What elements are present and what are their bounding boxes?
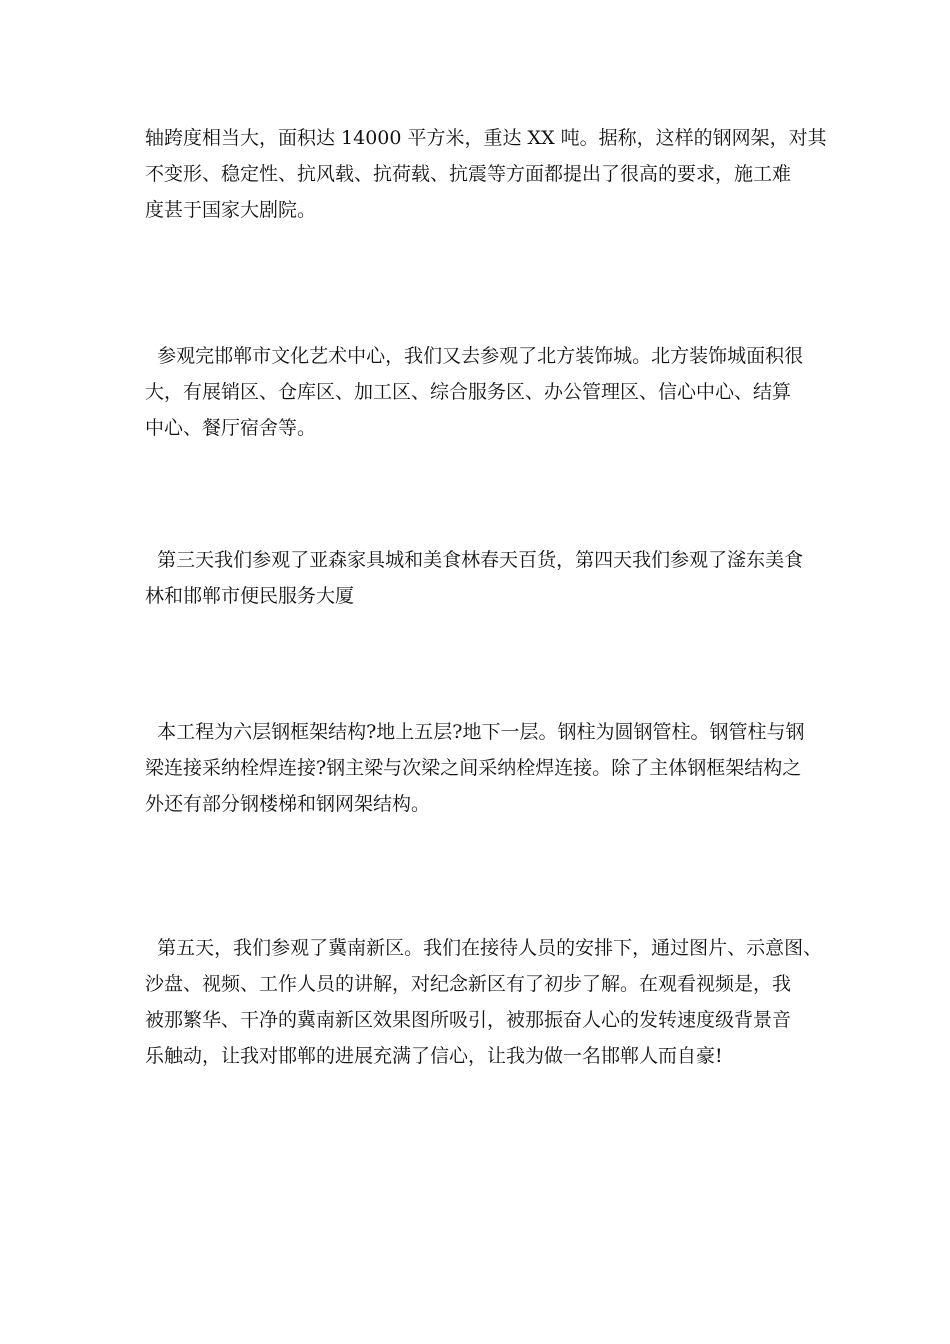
paragraph-line: 大，有展销区、仓库区、加工区、综合服务区、办公管理区、信心中心、结算 [145, 381, 792, 403]
paragraph-steel-frame [145, 714, 835, 822]
paragraph-line: 乐触动，让我对邯郸的进展充满了信心，让我为做一名邯郸人而自豪! [145, 1045, 723, 1067]
paragraph-line: 第三天我们参观了亚森家具城和美食林春天百货，第四天我们参观了滏东美食 [145, 549, 804, 571]
paragraph-line: 林和邯郸市便民服务大厦 [145, 585, 355, 607]
paragraph-day-five [145, 930, 835, 1074]
paragraph-line: 不变形、稳定性、抗风载、抗荷载、抗震等方面都提出了很高的要求，施工难 [145, 163, 792, 185]
paragraph-line: 沙盘、视频、工作人员的讲解，对纪念新区有了初步了解。在观看视频是，我 [145, 973, 792, 995]
paragraph-line: 外还有部分钢楼梯和钢网架结构。 [145, 793, 431, 815]
paragraph-day-three-four [145, 542, 835, 614]
paragraph-steel-grid [145, 120, 835, 228]
paragraph-line: 参观完邯郸市文化艺术中心，我们又去参观了北方装饰城。北方装饰城面积很 [145, 345, 804, 367]
paragraph-line: 被那繁华、干净的冀南新区效果图所吸引，被那振奋人心的发转速度级背景音 [145, 1009, 792, 1031]
paragraph-line: 轴跨度相当大，面积达 14000 平方米，重达 XX 吨。据称，这样的钢网架，对其 [145, 127, 827, 149]
paragraph-line: 本工程为六层钢框架结构?地上五层?地下一层。钢柱为圆钢管柱。钢管柱与钢 [145, 721, 805, 743]
paragraph-line: 度甚于国家大剧院。 [145, 199, 317, 221]
paragraph-line: 第五天，我们参观了冀南新区。我们在接待人员的安排下，通过图片、示意图、 [145, 937, 823, 959]
paragraph-decoration-city [145, 338, 835, 446]
paragraph-line: 中心、餐厅宿舍等。 [145, 417, 317, 439]
paragraph-line: 梁连接采纳栓焊连接?钢主梁与次梁之间采纳栓焊连接。除了主体钢框架结构之 [145, 757, 802, 779]
